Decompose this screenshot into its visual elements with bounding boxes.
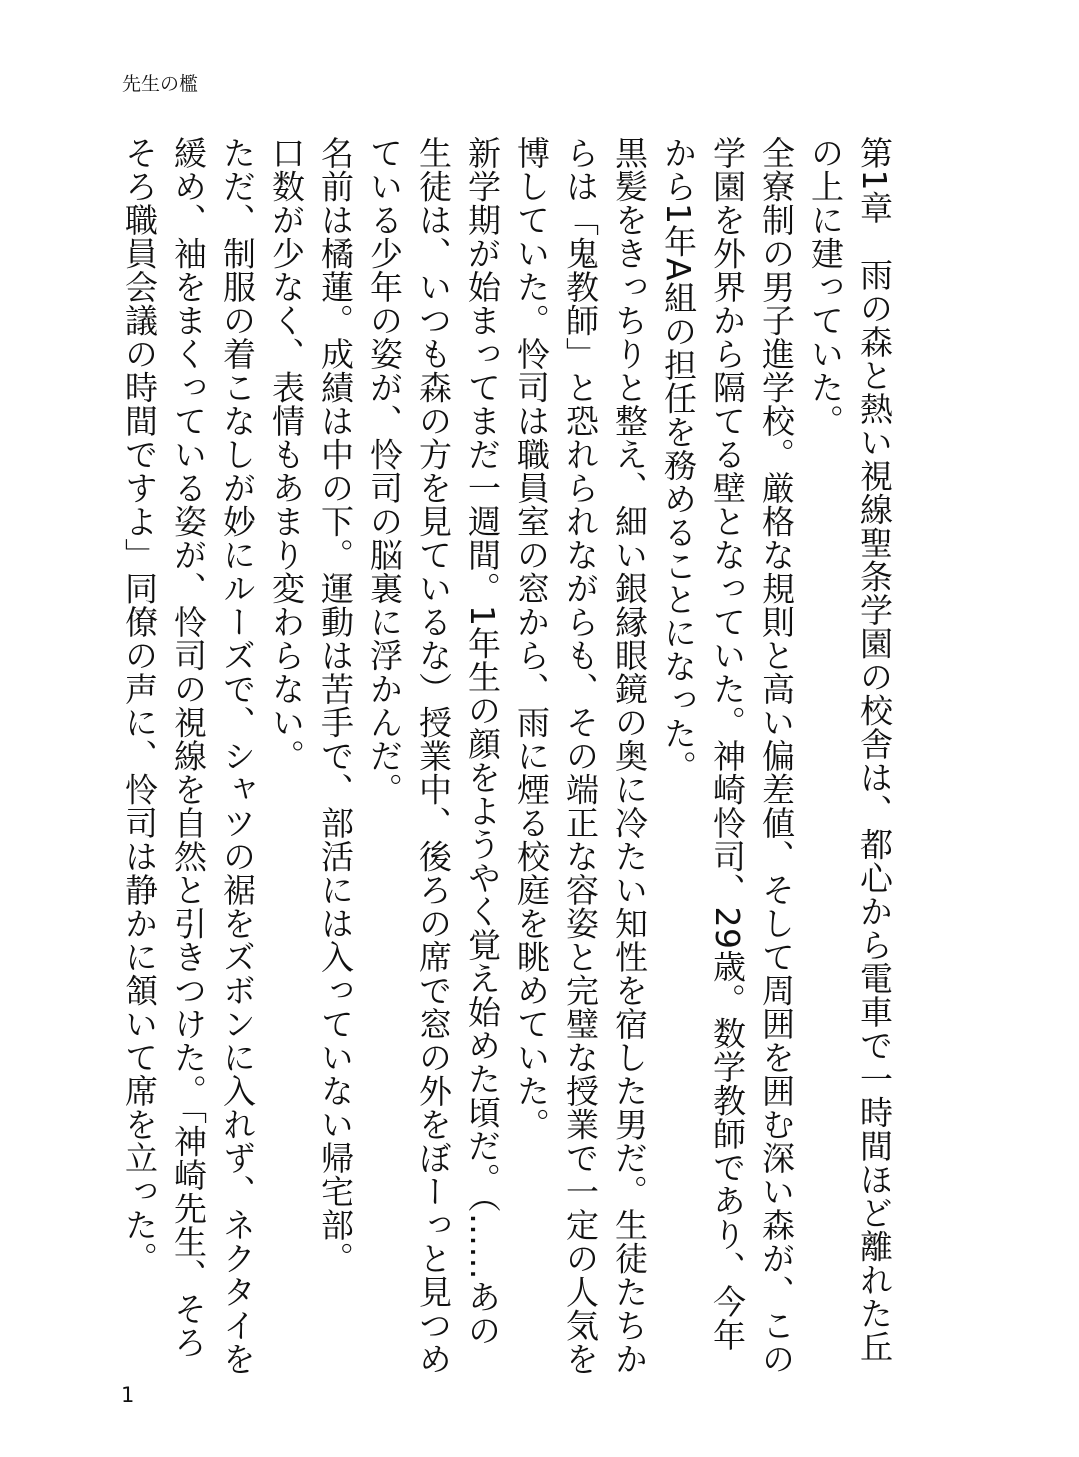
body-text <box>109 136 899 1376</box>
paragraph-chapter-title: 第1章 雨の森と熱い視線聖条学園の校舎は、都心から電車で一時間ほど離れた丘の上に建っていた。 <box>806 136 894 1364</box>
paragraph: 口数が少なく、表情もあまり変わらない。 <box>267 136 306 773</box>
running-header: 先生の檻 <box>122 73 199 95</box>
paragraph: 名前は橘蓮。成績は中の下。運動は苦手で、部活には入っていない帰宅部。 <box>316 136 355 1275</box>
paragraph: 黒髪をきっちりと整え、細い銀縁眼鏡の奥に冷たい知性を宿した男だ。生徒たちからは「鬼教師」と恐れられながらも、その端正な容姿と完璧な授業で一定の人気を博していた。怜司は職員室の窓から、雨に煙る校庭を眺めていた。 <box>512 136 649 1376</box>
page-number: 1 <box>121 1383 135 1407</box>
paragraph: 全寮制の男子進学校。厳格な規則と高い偏差値、そして周囲を囲む深い森が、この学園を外界から隔てる壁となっていた。神崎怜司、29歳。数学教師であり、今年から1年A組の担任を務めることになった。 <box>659 136 796 1376</box>
paragraph: 新学期が始まってまだ一週間。1年生の顔をようやく覚え始めた頃だ。（……あの生徒は、いつも森の方を見ているな）授業中、後ろの席で窓の外をぼーっと見つめている少年の姿が、怜司の脳裏に浮かんだ。 <box>365 136 502 1376</box>
paragraph: ただ、制服の着こなしが妙にルーズで、シャツの裾をズボンに入れず、ネクタイを緩め、袖をまくっている姿が、怜司の視線を自然と引きつけた。「神崎先生、そろそろ職員会議の時間ですよ」同僚の声に、怜司は静かに頷いて席を立った。 <box>120 136 257 1376</box>
